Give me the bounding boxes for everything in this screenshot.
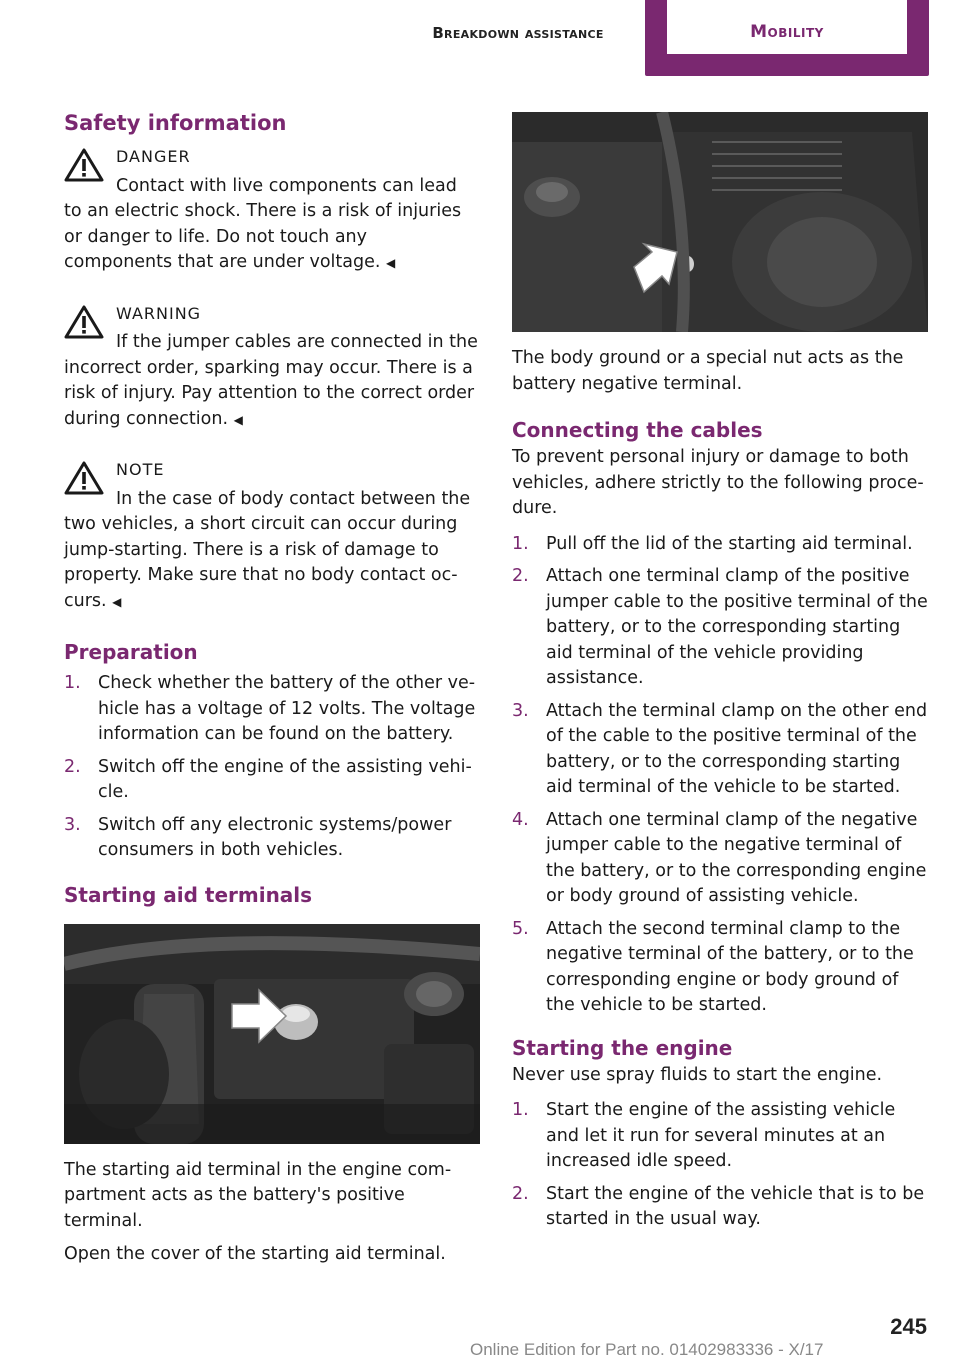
list-item: 2. Start the engine of the vehicle that is to be started in the usual way. <box>512 1183 925 1229</box>
warning-text: If the jumper cables are connected in the incorrect order, sparking may occur. There is a risk of injury. Pay attention to the correct order during connection. ◀ <box>64 332 478 429</box>
danger-label: DANGER <box>116 147 191 166</box>
list-item: 3. Switch off any electronic systems/power consumers in both vehicles. <box>64 814 452 860</box>
connecting-cables-heading: Connecting the cables <box>512 418 763 442</box>
starting-aid-terminals-heading: Starting aid terminals <box>64 882 313 907</box>
warning-triangle-icon <box>64 148 104 182</box>
danger-notice <box>64 144 480 277</box>
connecting-intro: To prevent personal injury or damage to both vehicles, adhere strictly to the following proce‐dure. <box>512 447 924 518</box>
list-item: 5. Attach the second terminal clamp to the negative terminal of the battery, or to the corresponding engine or body ground of the vehicle to be started. <box>512 918 914 1015</box>
safety-information-heading: Safety information <box>64 111 287 135</box>
end-mark-icon: ◀ <box>112 594 122 609</box>
right-column <box>512 112 928 1240</box>
list-item: 4. Attach one terminal clamp of the negative jumper cable to the negative terminal of the battery, or to the corresponding engine or body ground of assisting vehicle. <box>512 809 927 906</box>
end-mark-icon: ◀ <box>233 412 243 427</box>
engine-compartment-photo <box>64 924 480 1144</box>
page-number: 245 <box>890 1314 927 1339</box>
terminal-caption: The starting aid terminal in the engine com‐partment acts as the battery's positive terminal. <box>64 1159 452 1231</box>
list-item: 1. Pull off the lid of the starting aid terminal. <box>512 533 913 554</box>
warning-notice <box>64 301 480 434</box>
note-text: In the case of body contact between the two vehicles, a short circuit can occur during jump-starting. There is a risk of damage to property. Make sure that no body contact oc‐curs. ◀ <box>64 488 471 611</box>
left-column <box>64 108 480 1268</box>
ground-caption: The body ground or a special nut acts as the battery negative terminal. <box>512 348 904 394</box>
list-item: 1. Check whether the battery of the other ve‐hicle has a voltage of 12 volts. The voltage information can be found on the battery. <box>64 673 476 744</box>
list-item: 1. Start the engine of the assisting vehicle and let it run for several minutes at an increased idle speed. <box>512 1100 896 1171</box>
edition-footer: Online Edition for Part no. 01402983336 - X/17 <box>470 1340 824 1359</box>
list-item: 2. Switch off the engine of the assisting vehi‐cle. <box>64 756 472 802</box>
list-item: 2. Attach one terminal clamp of the positive jumper cable to the positive terminal of the battery, or to the corresponding starting aid terminal of the vehicle providing assistance. <box>512 566 928 688</box>
connecting-list <box>512 532 928 1019</box>
body-ground-photo <box>512 112 928 332</box>
starting-engine-heading: Starting the engine <box>512 1035 733 1060</box>
warning-label: WARNING <box>116 303 202 323</box>
note-label: NOTE <box>116 460 165 479</box>
starting-list <box>512 1098 928 1233</box>
preparation-list <box>64 671 480 864</box>
list-item: 3. Attach the terminal clamp on the other end of the cable to the positive terminal of the battery, or to the corresponding starting aid terminal of the vehicle to be started. <box>512 700 928 797</box>
warning-triangle-icon <box>64 305 104 339</box>
note-notice <box>64 457 480 615</box>
chapter-tab[interactable] <box>645 0 929 76</box>
terminal-note: Open the cover of the starting aid terminal. <box>64 1244 446 1264</box>
warning-triangle-icon <box>64 461 104 495</box>
danger-text: Contact with live components can lead to an electric shock. There is a risk of injuries or danger to life. Do not touch any components that are under voltage. ◀ <box>64 175 462 272</box>
running-header-section: Breakdown assistance <box>432 24 604 42</box>
preparation-heading: Preparation <box>64 640 198 664</box>
starting-intro: Never use spray fluids to start the engine. <box>512 1064 883 1085</box>
chapter-tab-label: Mobility <box>750 22 824 42</box>
end-mark-icon: ◀ <box>386 256 396 270</box>
